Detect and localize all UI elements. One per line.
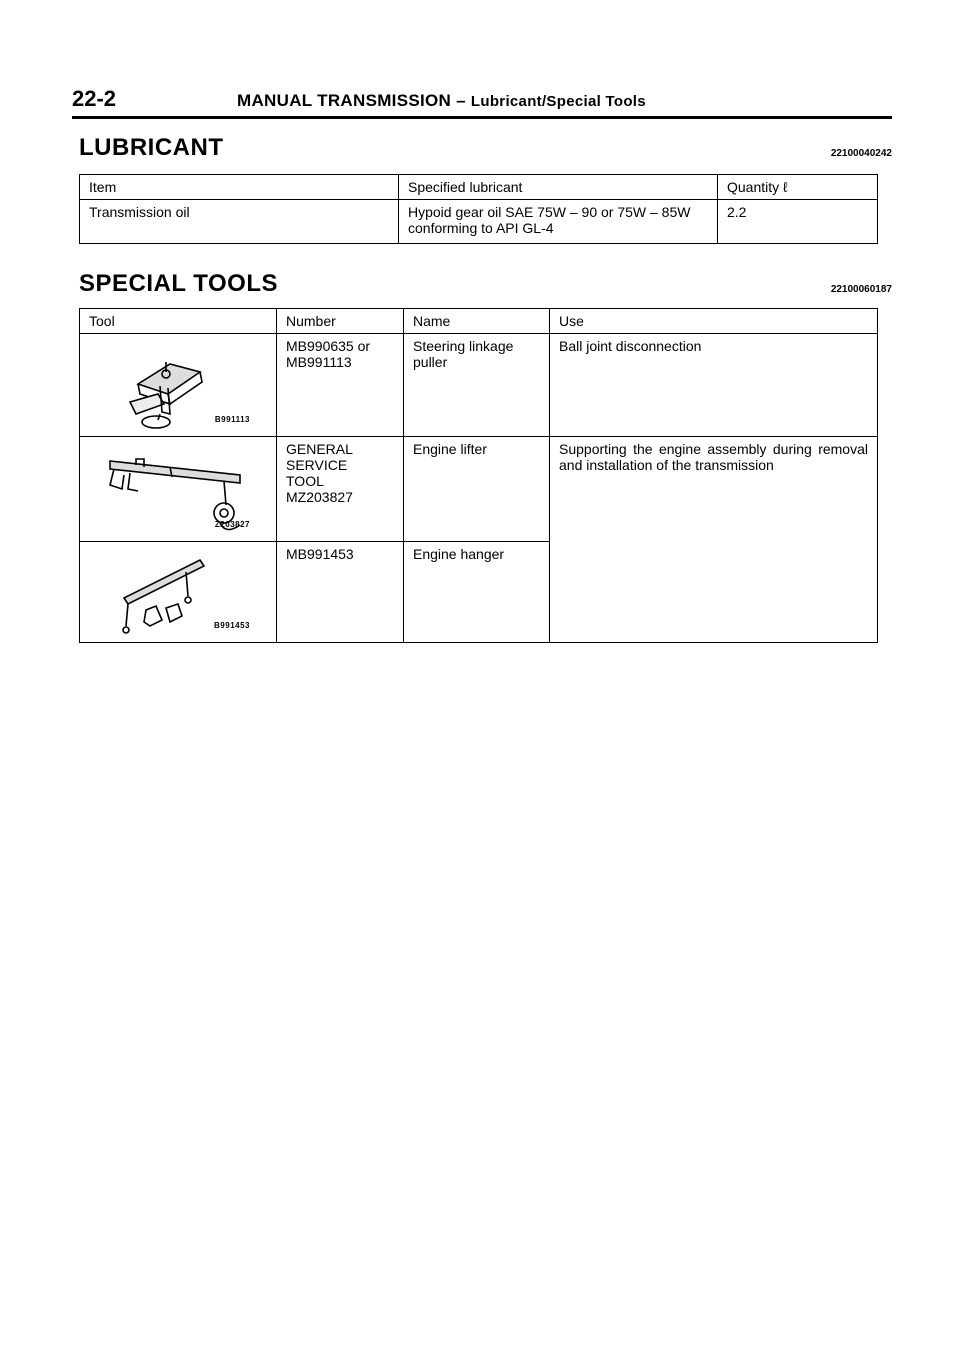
header-rule (72, 116, 892, 119)
tool-illustration-cell (80, 437, 277, 542)
table-row (80, 334, 878, 437)
special-tools-title: SPECIAL TOOLS (79, 270, 278, 297)
tool-code: B991113 (214, 415, 250, 424)
header-number: Number (277, 309, 404, 334)
header-quantity: Quantity ℓ (718, 175, 878, 200)
tool-number-line: GENERAL (286, 441, 353, 457)
page-number: 22-2 (72, 86, 117, 111)
tool-number (277, 334, 404, 437)
page-title (237, 91, 646, 111)
table-header-row (80, 309, 878, 334)
tool-number-line: MB990635 or (286, 338, 371, 354)
header-name: Name (404, 309, 550, 334)
tool-number (277, 437, 404, 542)
tool-code: Z203827 (214, 520, 250, 529)
tool-number (277, 542, 404, 643)
header-tool: Tool (80, 309, 277, 334)
tool-number-line: MZ203827 (286, 489, 353, 505)
tool-number-line: SERVICE (286, 457, 348, 473)
tool-number-line: MB991453 (286, 546, 354, 562)
tool-name (404, 334, 550, 437)
lubricant-spec-line: Hypoid gear oil SAE 75W – 90 or 75W – 85W (408, 204, 691, 220)
tool-use: Supporting the engine assembly during removal and installation of the transmission (550, 437, 878, 643)
lubricant-code: 22100040242 (830, 148, 892, 159)
page-header (72, 86, 892, 120)
lubricant-spec-line: conforming to API GL-4 (408, 220, 554, 236)
tool-name (404, 542, 550, 643)
header-specified-lubricant: Specified lubricant (399, 175, 718, 200)
tool-name-line: Steering linkage (413, 338, 514, 354)
lubricant-quantity: 2.2 (718, 200, 878, 244)
table-row (80, 437, 878, 542)
table-row (80, 200, 878, 244)
page-title-main: MANUAL TRANSMISSION (237, 91, 452, 110)
tool-illustration-cell (80, 334, 277, 437)
tool-illustration-cell (80, 542, 277, 643)
table-header-row (80, 175, 878, 200)
page-subtitle: Lubricant/Special Tools (470, 93, 646, 110)
tool-name-line: puller (413, 354, 448, 370)
lubricant-title: LUBRICANT (79, 134, 224, 161)
header-use: Use (550, 309, 878, 334)
tool-name (404, 437, 550, 542)
tool-code: B991453 (214, 621, 250, 630)
special-tools-code: 22100060187 (830, 284, 892, 295)
header-item: Item (80, 175, 399, 200)
special-tools-table (79, 308, 878, 643)
page-title-separator: – (451, 91, 471, 110)
tool-use: Ball joint disconnection (550, 334, 878, 437)
tool-name-line: Engine lifter (413, 441, 487, 457)
lubricant-spec (399, 200, 718, 244)
tool-number-line: TOOL (286, 473, 324, 489)
lubricant-table (79, 174, 878, 244)
tool-number-line: MB991113 (286, 354, 352, 370)
tool-name-line: Engine hanger (413, 546, 505, 562)
lubricant-item: Transmission oil (80, 200, 399, 244)
